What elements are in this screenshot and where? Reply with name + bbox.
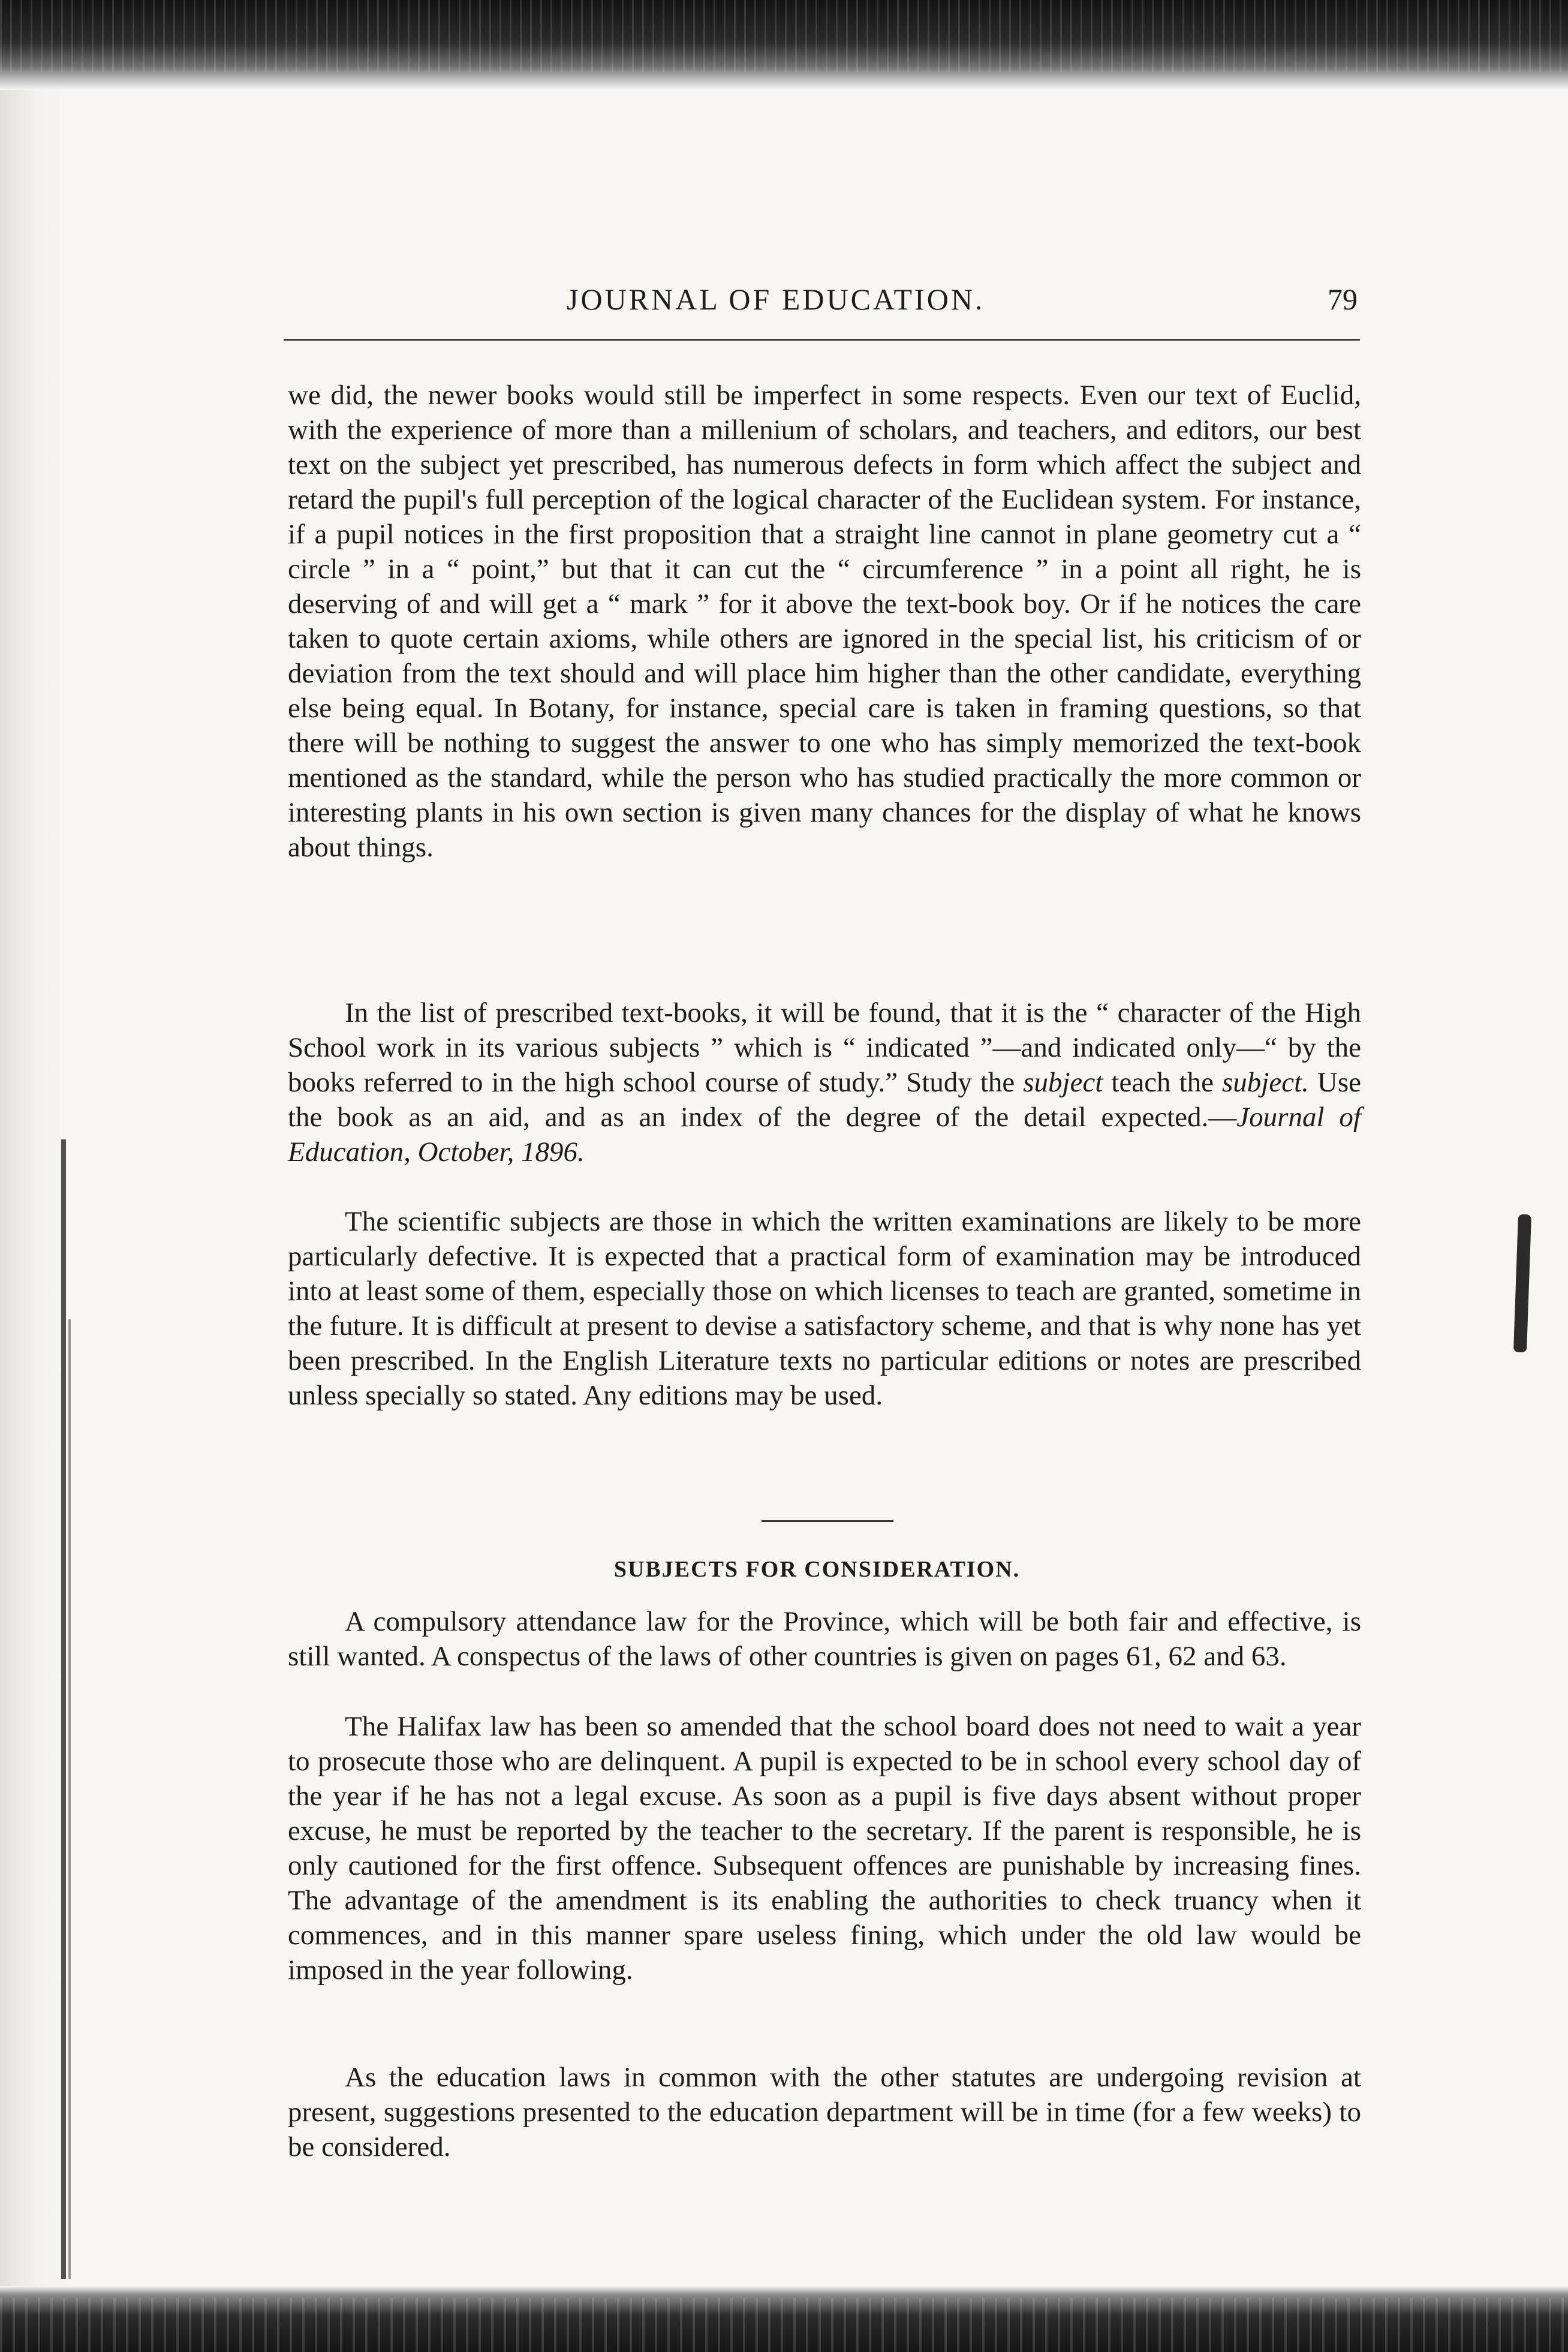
binding-shadow-secondary: [68, 1319, 71, 2279]
binding-shadow: [61, 1139, 66, 2279]
citation: Journal of Education, October, 1896.: [288, 1102, 1361, 1168]
header-rule: [284, 339, 1360, 341]
paragraph-text: Use the book as an aid, and as an index of the degree of the detail expected.—: [288, 1067, 1362, 1133]
scan-artifact-mark: [1513, 1214, 1531, 1353]
emphasis-subject: subject.: [1222, 1067, 1309, 1098]
page-number: 79: [1328, 282, 1358, 316]
section-divider: [762, 1520, 893, 1522]
journal-title: JOURNAL OF EDUCATION.: [567, 282, 985, 316]
paragraph-euclid: we did, the newer books would still be imperfect in some respects. Even our text of Euclid, with the experience of more than a millenium of scholars, and teachers, and editors, our best text on the subject yet prescribed, has numerous defects in form which affect the subject and retard the pupil's full perception of the logical character of the Euclidean system. For instance, if a pupil notices in the first proposition that a straight line cannot in plane geometry cut a “ circle ” in a “ point,” but that it can cut the “ circumference ” in a point all right, he is deserving of and will get a “ mark ” for it above the text-book boy. Or if he notices the care taken to quote certain axioms, while others are ignored in the special list, his criticism of or deviation from the text should and will place him higher than the other candidate, everything else being equal. In Botany, for instance, special care is taken in framing questions, so that there will be nothing to suggest the answer to one who has simply memorized the text-book mentioned as the standard, while the person who has studied practically the more common or interesting plants in his own section is given many chances for the display of what he knows about things.: [288, 380, 1361, 863]
paragraph-text: In the list of prescribed text-books, it will be found, that it is the “ character of the High School work in its various subjects ” which is “ indicated ”—and indicated only—“ by the books referred to in the high school course of study.” Study the: [288, 997, 1361, 1098]
paragraph-scientific-subjects: The scientific subjects are those in which the written examinations are likely to be more particularly defective. It is expected that a practical form of examination may be introduced into at least some of them, especially those on which licenses to teach are granted, sometime in the future. It is difficult at present to devise a satisfactory scheme, and that is why none has yet been prescribed. In the English Literature texts no particular editions or notes are prescribed unless specially so stated. Any editions may be used.: [288, 1206, 1361, 1411]
document-page: [273, 0, 1361, 2352]
paragraph-text: teach the: [1103, 1067, 1223, 1098]
running-header: [273, 282, 1361, 330]
paragraph-attendance-law: A compulsory attendance law for the Province, which will be both fair and effective, is still wanted. A conspectus of the laws of other countries is given on pages 61, 62 and 63.: [288, 1606, 1361, 1672]
paragraph-prescribed-texts: [288, 995, 1361, 1169]
emphasis-subject: subject: [1023, 1067, 1103, 1098]
paragraph-education-laws: As the education laws in common with the other statutes are undergoing revision at present, suggestions presented to the education department will be in time (for a few weeks) to be considered.: [288, 2062, 1361, 2162]
section-heading: SUBJECTS FOR CONSIDERATION.: [613, 1557, 1021, 1582]
paragraph-halifax-law: The Halifax law has been so amended that the school board does not need to wait a year to prosecute those who are delinquent. A pupil is expected to be in school every school day of the year if he has not a legal excuse. As soon as a pupil is five days absent without proper excuse, he must be reported by the teacher to the secretary. If the parent is responsible, he is only cautioned for the first offence. Subsequent offences are punishable by increasing fines. The advantage of the amendment is its enabling the authorities to check truancy when it commences, and in this manner spare useless fining, which under the old law would be imposed in the year following.: [288, 1711, 1361, 1986]
